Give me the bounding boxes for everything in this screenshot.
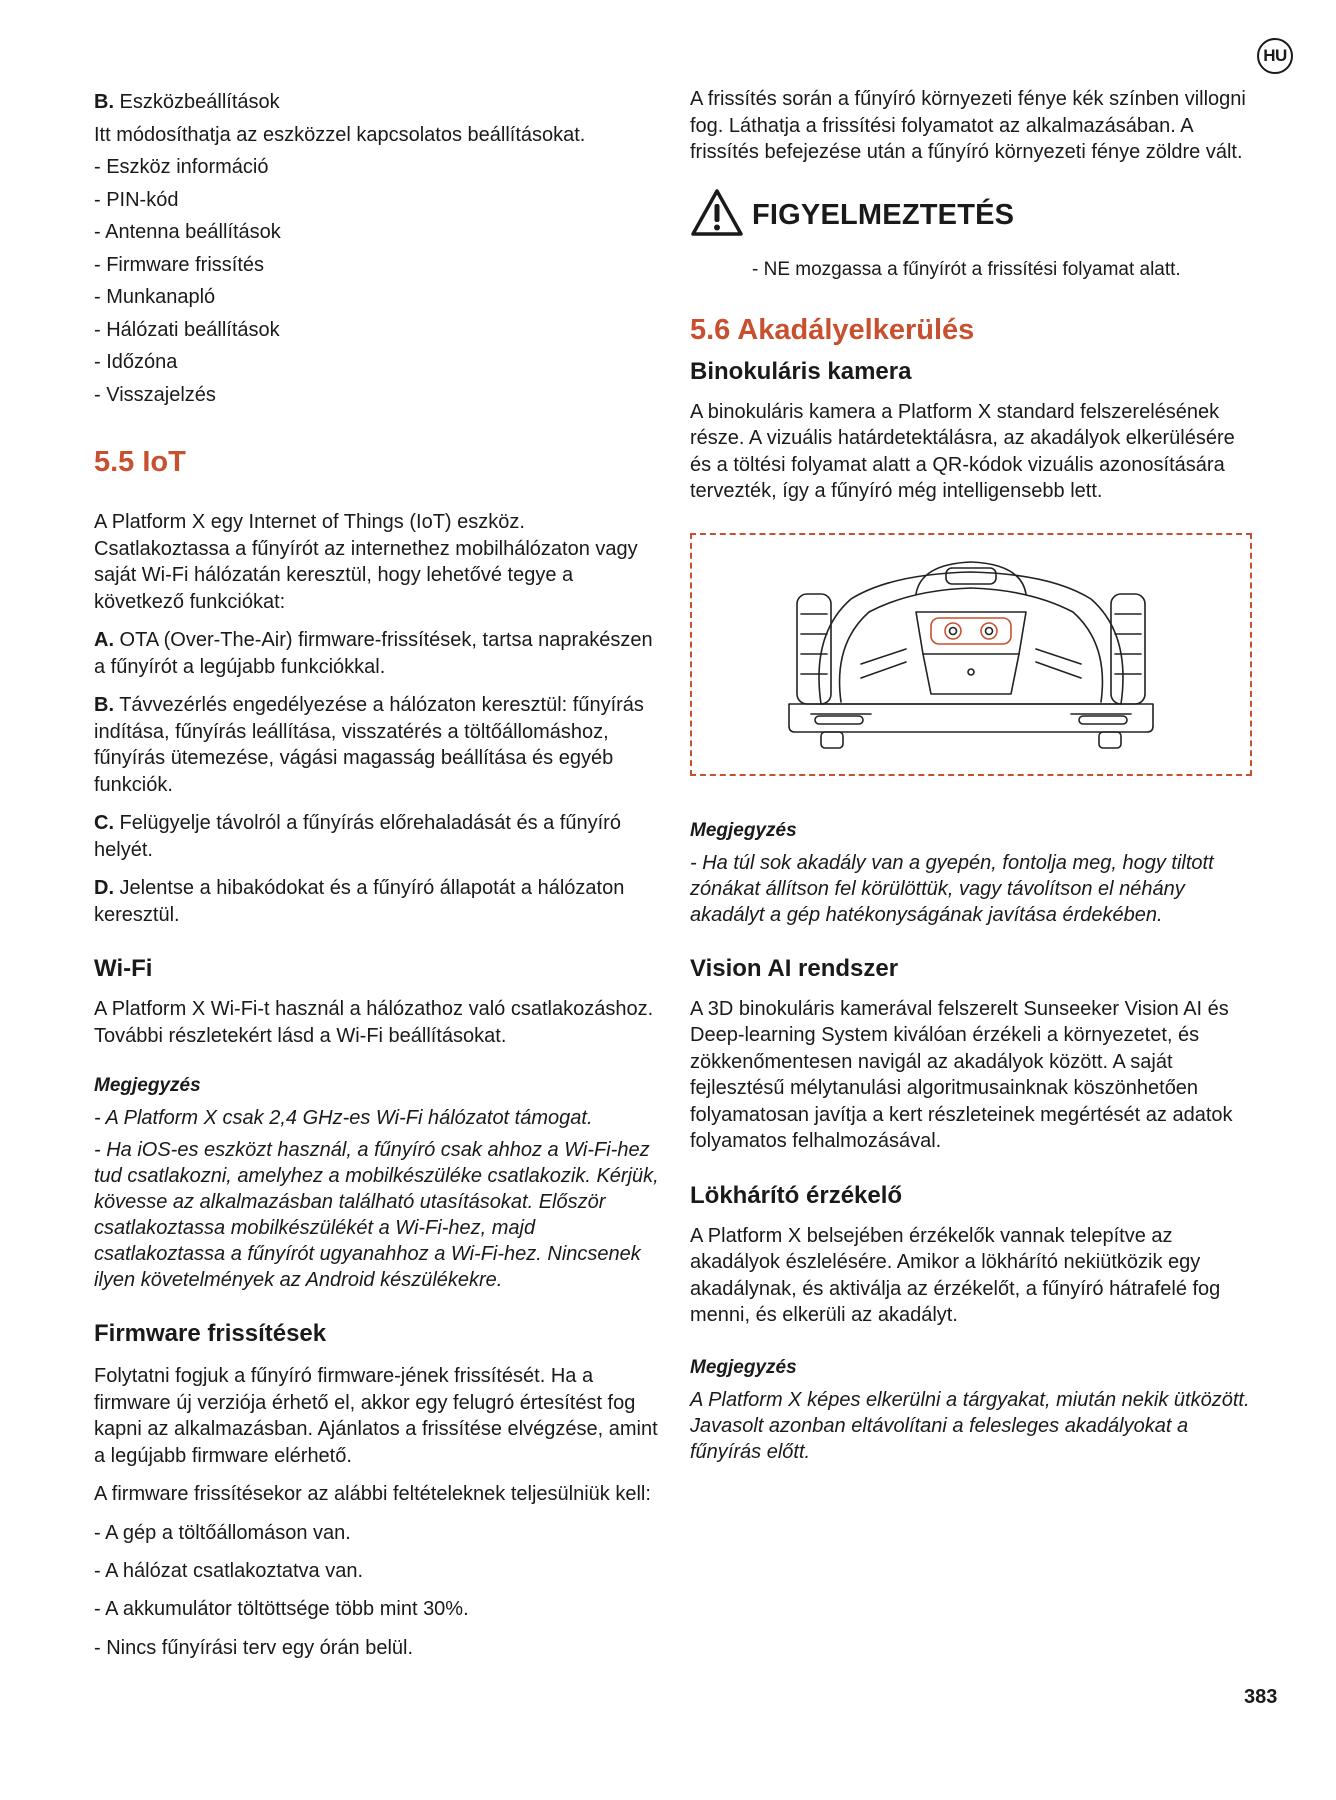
obstacle-note-text: - Ha túl sok akadály van a gyepén, fontolja meg, hogy tiltott zónákat állítson fel körülöttük, vagy távolítson el néhány akadályt a gép hatékonyságának javítása érdekében.: [690, 851, 1214, 926]
iot-section: [94, 445, 664, 928]
camera-heading: Binokuláris kamera: [690, 357, 912, 385]
list-item: - Hálózati beállítások: [94, 318, 280, 341]
iot-feature-c: C. Felügyelje távolról a fűnyírás előrehaladását és a fűnyíró helyét.: [94, 812, 621, 861]
bumper-text: A Platform X belsejében érzékelők vannak telepítve az akadályok észlelésére. Amikor a lökhárító nekiütközik egy akadálynak, és aktiválja az érzékelőt, a fűnyíró hátrafelé fog menni, és elkerüli az akadályt.: [690, 1224, 1221, 1326]
page-number: 383: [1244, 1686, 1278, 1708]
firmware-heading: Firmware frissítések: [94, 1320, 327, 1347]
bumper-note-title: Megjegyzés: [690, 1356, 797, 1378]
obstacle-note-title: Megjegyzés: [690, 819, 797, 841]
iot-feature-a: A. OTA (Over-The-Air) firmware-frissítések, tartsa naprakészen a fűnyírót a legújabb funkciókkal.: [94, 629, 653, 678]
wifi-heading: Wi-Fi: [94, 955, 153, 982]
wifi-text-1: A Platform X Wi-Fi-t használ a hálózathoz való csatlakozáshoz.: [94, 998, 654, 1020]
list-item: - Antenna beállítások: [94, 221, 281, 243]
warning-title: FIGYELMEZTETÉS: [752, 198, 1015, 231]
wifi-note-title: Megjegyzés: [94, 1075, 201, 1096]
language-badge: HU: [1257, 38, 1293, 74]
device-settings-section: [94, 86, 664, 411]
vision-text: A 3D binokuláris kamerával felszerelt Sunseeker Vision AI és Deep-learning System kiválóan érzékeli a környezetet, és zökkenőmentesen navigál az akadályok között. A saját fejlesztésű mélytanulási algoritmusainknak köszönhetően folyamatosan javítja a kert részleteinek megértését az adatok folyamatos felhalmozásával.: [690, 997, 1233, 1152]
list-item: - Eszköz információ: [94, 156, 269, 178]
device-settings-title: B. Eszközbeállítások: [94, 91, 280, 113]
left-column: [94, 86, 664, 1661]
update-text: A frissítés során a fűnyíró környezeti fénye kék színben villogni fog. Láthatja a frissítési folyamatot az alkalmazásában. A frissítés befejezése után a fűnyíró környezeti fénye zöldre vált.: [690, 88, 1246, 163]
mower-figure: [690, 533, 1252, 776]
iot-feature-b: B. Távvezérlés engedélyezése a hálózaton keresztül: fűnyírás indítása, fűnyírás leállítása, visszatérés a töltőállomáshoz, fűnyírás ütemezése, vágási magasság beállítása és egyéb funkciók.: [94, 694, 644, 796]
condition-item: - A gép a töltőállomáson van.: [94, 1521, 351, 1544]
wifi-section: [94, 954, 664, 1293]
firmware-section: [94, 1319, 664, 1661]
firmware-text-1: Folytatni fogjuk a fűnyíró firmware-jének frissítését. Ha a firmware új verziója érhető el, akkor egy felugró értesítést fog kapni az alkalmazásban. Ajánlatos a frissítése elvégzése, amint a legújabb firmware elérhető.: [94, 1365, 658, 1467]
iot-heading: 5.5 IoT: [94, 446, 186, 478]
warning-triangle-icon: [690, 188, 744, 243]
firmware-text-2: A firmware frissítésekor az alábbi feltételeknek teljesülniük kell:: [94, 1483, 651, 1505]
robot-mower-illustration: [781, 554, 1161, 754]
iot-feature-d: D. Jelentse a hibakódokat és a fűnyíró állapotát a hálózaton keresztül.: [94, 877, 625, 926]
warning-box: [690, 188, 1260, 243]
bumper-heading: Lökhárító érzékelő: [690, 1181, 903, 1209]
wifi-note-2: - Ha iOS-es eszközt használ, a fűnyíró csak ahhoz a Wi-Fi-hez tud csatlakozni, amelyhez a mobilkészüléke csatlakozik. Kérjük, kövesse az alkalmazásban található utasításokat. Először csatlakoztassa mobilkészülékét a Wi-Fi-hez, majd csatlakoztassa a fűnyírót ugyanahhoz a Wi-Fi-hez. Nincsenek ilyen követelmények az Android készülékekre.: [94, 1139, 659, 1291]
iot-intro: A Platform X egy Internet of Things (IoT) eszköz. Csatlakoztassa a fűnyírót az internethez mobilhálózaton vagy saját Wi-Fi hálózatán keresztül, hogy lehetővé tegye a következő funkciókat:: [94, 511, 638, 613]
condition-item: - A hálózat csatlakoztatva van.: [94, 1559, 364, 1582]
condition-item: - A akkumulátor töltöttsége több mint 30%.: [94, 1598, 469, 1620]
list-item: - PIN-kód: [94, 188, 179, 211]
right-column: [690, 86, 1260, 1465]
wifi-text-2: További részletekért lásd a Wi-Fi beállításokat.: [94, 1024, 507, 1047]
vision-heading: Vision AI rendszer: [690, 954, 899, 982]
list-item: - Munkanapló: [94, 286, 216, 308]
condition-item: - Nincs fűnyírási terv egy órán belül.: [94, 1636, 414, 1659]
wifi-note-1: - A Platform X csak 2,4 GHz-es Wi-Fi hálózatot támogat.: [94, 1107, 593, 1129]
list-item: - Időzóna: [94, 351, 178, 373]
list-item: - Visszajelzés: [94, 383, 216, 406]
bumper-note-text: A Platform X képes elkerülni a tárgyakat, miután nekik ütközött. Javasolt azonban eltávolítani a felesleges akadályokat a fűnyírás előtt.: [690, 1388, 1250, 1463]
obstacle-heading: 5.6 Akadályelkerülés: [690, 313, 975, 346]
warning-text: - NE mozgassa a fűnyírót a frissítési folyamat alatt.: [752, 258, 1181, 280]
device-settings-intro: Itt módosíthatja az eszközzel kapcsolatos beállításokat.: [94, 123, 586, 146]
list-item: - Firmware frissítés: [94, 253, 264, 276]
camera-text: A binokuláris kamera a Platform X standard felszerelésének része. A vizuális határdetektálásra, az akadályok elkerülésére és a töltési folyamat alatt a QR-kódok vizuális azonosítására tervezték, így a fűnyíró még intelligensebb lett.: [690, 400, 1235, 502]
